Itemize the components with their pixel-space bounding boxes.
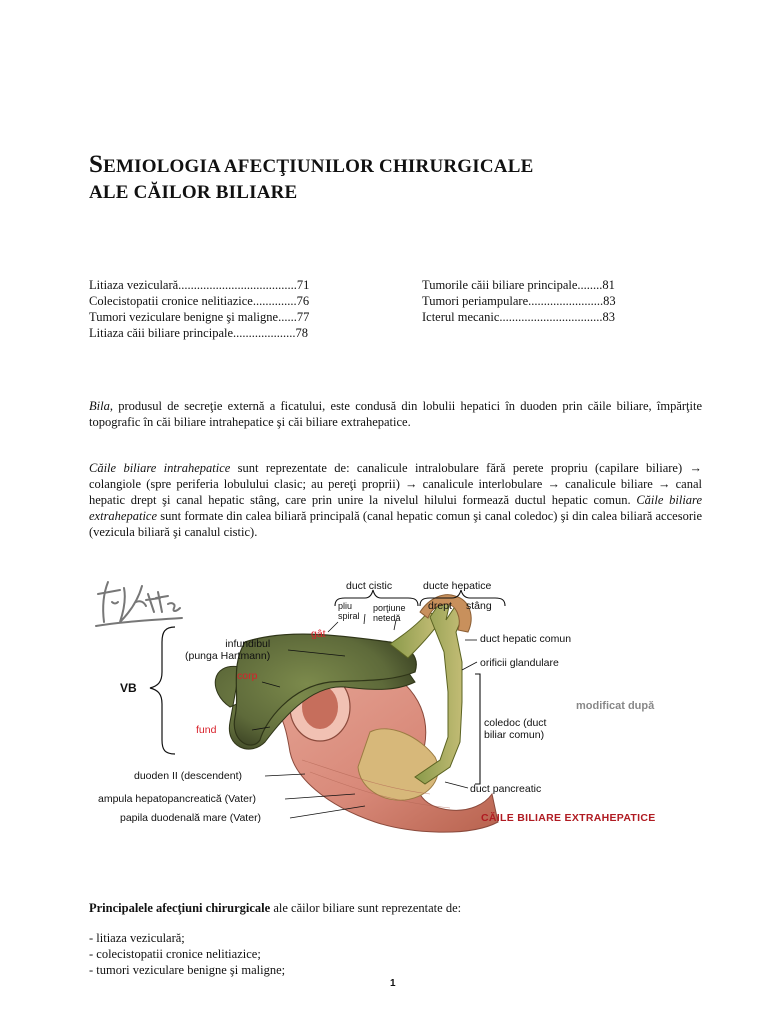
list-item: - tumori veziculare benigne şi maligne; bbox=[89, 963, 286, 977]
label-pliu-spiral: pliu spiral bbox=[338, 601, 360, 621]
label-duoden: duoden II (descendent) bbox=[134, 770, 242, 782]
italic-term: Căile biliare intrahepatice bbox=[89, 461, 231, 475]
list-item: - litiaza veziculară; bbox=[89, 931, 185, 945]
toc-entry[interactable]: Tumori veziculare benigne şi maligne......77 bbox=[89, 310, 310, 324]
toc-entry[interactable]: Icterul mecanic.................................83 bbox=[422, 310, 616, 324]
vb-brace bbox=[150, 627, 175, 754]
label-portiune-neteda: porţiune netedă bbox=[373, 603, 406, 623]
figure-caption: CĂILE BILIARE EXTRAHEPATICE bbox=[481, 812, 656, 824]
toc-right-column bbox=[422, 277, 616, 325]
label-drept: drept bbox=[428, 600, 452, 612]
label-gat: gât bbox=[311, 628, 326, 640]
label-duct-hepatic-comun: duct hepatic comun bbox=[480, 633, 572, 645]
label-stang: stâng bbox=[466, 600, 492, 612]
pancreas-shape bbox=[358, 729, 438, 800]
anatomy-figure bbox=[90, 572, 690, 837]
label-fund: fund bbox=[196, 724, 217, 736]
paragraph-bila: Bila, produsul de secreţie externă a ficatului, este condusă din lobulii hepatici în duoden prin căile biliare, împărţite topografic în căi biliare intrahepatice şi căi biliare extrahepatice. bbox=[89, 399, 702, 429]
chapter-title bbox=[89, 152, 533, 206]
label-ampula: ampula hepatopancreatică (Vater) bbox=[98, 793, 256, 805]
netter-signature-icon bbox=[90, 572, 186, 634]
principal-heading: Principalele afecţiuni chirurgicale ale căilor biliare sunt reprezentate de: bbox=[89, 901, 462, 915]
label-papila: papila duodenală mare (Vater) bbox=[120, 812, 262, 824]
label-modificat-dupa: modificat după bbox=[576, 700, 655, 712]
toc-left-column bbox=[89, 277, 309, 341]
toc-entry[interactable]: Tumori periampulare........................83 bbox=[422, 294, 616, 308]
list-item: - colecistopatii cronice nelitiazice; bbox=[89, 947, 261, 961]
toc-entry[interactable]: Colecistopatii cronice nelitiazice..............76 bbox=[89, 294, 310, 308]
label-coledoc: coledoc (duct biliar comun) bbox=[484, 717, 547, 741]
label-corp: corp bbox=[237, 670, 258, 682]
label-duct-pancreatic: duct pancreatic bbox=[470, 783, 542, 795]
page-number: 1 bbox=[390, 978, 396, 989]
label-vb: VB bbox=[120, 681, 137, 695]
label-orificii-glandulare: orificii glandulare bbox=[480, 657, 559, 669]
label-duct-cistic: duct cistic bbox=[346, 580, 393, 592]
afectiuni-list bbox=[89, 930, 285, 978]
toc-entry[interactable]: Litiaza veziculară......................................71 bbox=[89, 278, 310, 292]
label-ducte-hepatice: ducte hepatice bbox=[423, 580, 492, 592]
bold-term: Principalele afecţiuni chirurgicale bbox=[89, 901, 271, 915]
paragraph-cai-biliare: Căile biliare intrahepatice sunt reprezentate de: canalicule intralobulare fără perete propriu (capilare biliare) → colangiole (spre periferia lobulului clasic; au pereţi proprii) → canalicule interlobulare → canalicule biliare → canal hepatic drept şi canal hepatic stâng, care prin unire la nivelul hilului formează ductul hepatic comun. Căile biliare extrahepatice sunt formate din calea biliară principală (canal hepatic comun şi canal coledoc) şi din calea biliară accesorie (vezicula biliară şi canalul cistic). bbox=[89, 461, 702, 539]
label-infundibul: infundibul (punga Hartmann) bbox=[185, 638, 271, 662]
italic-term: Bila bbox=[89, 399, 110, 413]
toc-entry[interactable]: Litiaza căii biliare principale....................78 bbox=[89, 326, 309, 340]
italic-term: Căile biliare extrahepatice bbox=[89, 493, 702, 523]
brace-coledoc bbox=[475, 674, 480, 784]
title-line-2: ALE CĂILOR BILIARE bbox=[89, 182, 298, 203]
toc-entry[interactable]: Tumorile căii biliare principale........81 bbox=[422, 278, 615, 292]
title-line-1: SEMIOLOGIA AFECŢIUNILOR CHIRURGICALE bbox=[89, 151, 534, 178]
